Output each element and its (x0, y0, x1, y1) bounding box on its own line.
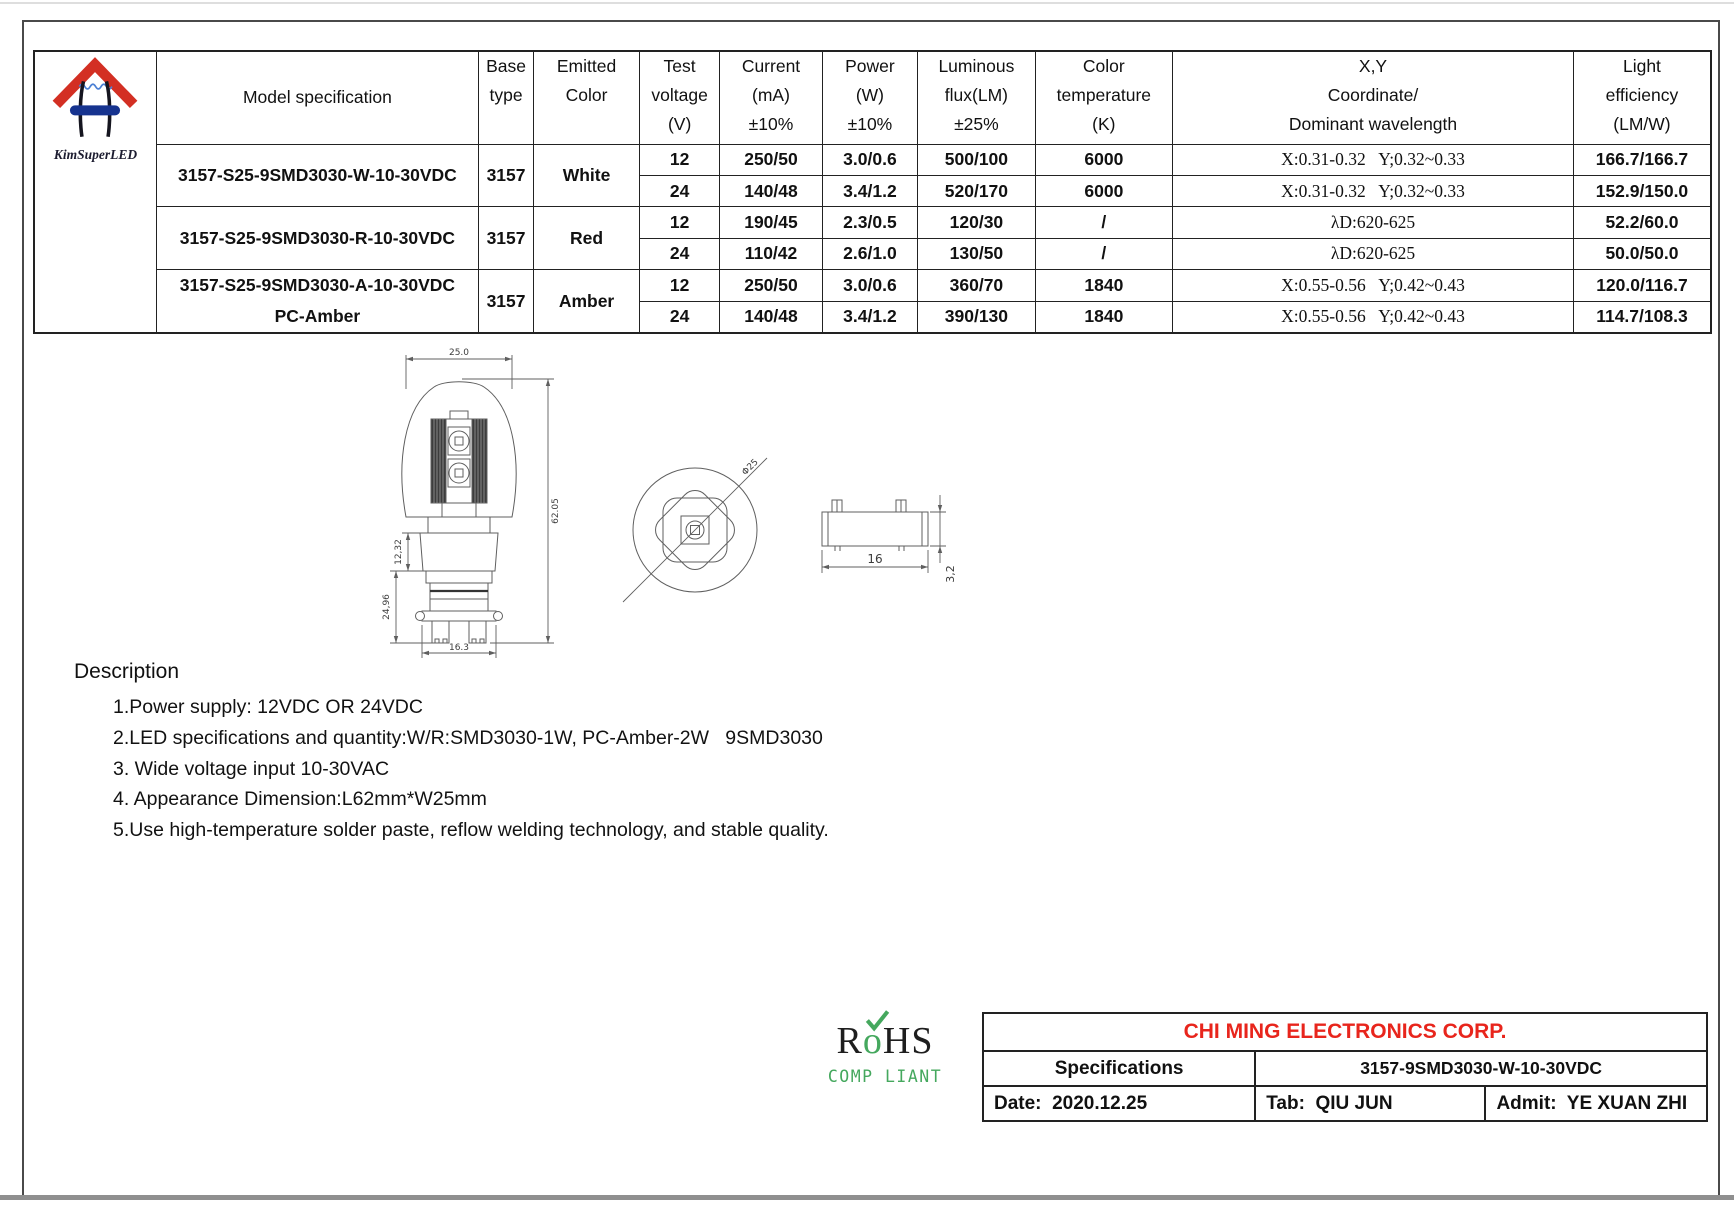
voltage-cell: 12 (639, 270, 719, 302)
dim-label-collar: 12,32 (394, 539, 404, 565)
spec-col-header-power: Power (W) ±10% (822, 51, 918, 144)
description-title: Description (74, 660, 180, 683)
rohs-title (837, 1022, 934, 1062)
xy-coordinate-cell: X:0.55-0.56 Y;0.42~0.43 (1173, 270, 1574, 302)
dim-label-pin-thickness: 3,2 (944, 565, 957, 583)
spec-col-header-flux: Luminous flux(LM) ±25% (918, 51, 1035, 144)
dim-label-base: 24,96 (382, 594, 392, 620)
xy-coordinate-cell: X:0.31-0.32 Y;0.32~0.33 (1173, 144, 1574, 175)
voltage-cell: 24 (639, 301, 719, 333)
company-name: CHI MING ELECTRONICS CORP. (983, 1013, 1707, 1051)
flux-cell: 500/100 (918, 144, 1035, 175)
spec-col-header-temp: Color temperature (K) (1035, 51, 1173, 144)
spec-table-body (34, 51, 1711, 333)
efficiency-cell: 52.2/60.0 (1573, 207, 1711, 238)
emitted-color-cell: Amber (534, 270, 640, 334)
date-field: Date: 2020.12.25 (983, 1086, 1255, 1121)
temp-cell: 1840 (1035, 301, 1173, 333)
temp-cell: 1840 (1035, 270, 1173, 302)
spec-col-header-color: Emitted Color (534, 51, 640, 144)
checkmark-icon (864, 1009, 891, 1032)
brand-logo-cell (34, 51, 156, 333)
flux-cell: 130/50 (918, 238, 1035, 269)
spec-row (34, 207, 1711, 238)
flux-cell: 390/130 (918, 301, 1035, 333)
spec-col-header-current: Current (mA) ±10% (720, 51, 822, 144)
model-cell: 3157-S25-9SMD3030-A-10-30VDC PC-Amber (156, 270, 478, 334)
power-cell: 3.0/0.6 (822, 144, 918, 175)
current-cell: 110/42 (720, 238, 822, 269)
efficiency-cell: 152.9/150.0 (1573, 175, 1711, 206)
efficiency-cell: 166.7/166.7 (1573, 144, 1711, 175)
dim-label-width: 25.0 (448, 348, 470, 358)
current-cell: 190/45 (720, 207, 822, 238)
power-cell: 3.4/1.2 (822, 175, 918, 206)
xy-coordinate-cell: X:0.31-0.32 Y;0.32~0.33 (1173, 175, 1574, 206)
spec-header-row (34, 51, 1711, 144)
power-cell: 2.3/0.5 (822, 207, 918, 238)
bulb-top-view-drawing (623, 458, 767, 602)
description-item-3: 3. Wide voltage input 10-30VAC (113, 757, 390, 780)
spec-col-header-xy: X,Y Coordinate/ Dominant wavelength (1173, 51, 1574, 144)
current-cell: 140/48 (720, 175, 822, 206)
voltage-cell: 24 (639, 238, 719, 269)
flux-cell: 360/70 (918, 270, 1035, 302)
description-section (74, 658, 829, 846)
temp-cell: / (1035, 207, 1173, 238)
rohs-compliant-text: COMP LIANT (827, 1066, 943, 1086)
voltage-cell: 24 (639, 175, 719, 206)
specifications-label: Specifications (983, 1051, 1255, 1086)
current-cell: 140/48 (720, 301, 822, 333)
rohs-letters-hs: HS (882, 1020, 934, 1062)
tab-field: Tab: QIU JUN (1255, 1086, 1485, 1121)
dim-label-bottom: 16.3 (448, 643, 470, 653)
base-type-cell: 3157 (478, 270, 533, 334)
current-cell: 250/50 (720, 144, 822, 175)
description-item-2: 2.LED specifications and quantity:W/R:SMD3030-1W, PC-Amber-2W 9SMD3030 (113, 726, 823, 749)
temp-cell: 6000 (1035, 175, 1173, 206)
model-cell: 3157-S25-9SMD3030-R-10-30VDC (156, 207, 478, 270)
spec-col-header-model: Model specification (156, 51, 478, 144)
spec-row (34, 270, 1711, 302)
emitted-color-cell: Red (534, 207, 640, 270)
spec-row (34, 144, 1711, 175)
voltage-cell: 12 (639, 207, 719, 238)
description-item-5: 5.Use high-temperature solder paste, reflow welding technology, and stable quality. (113, 819, 829, 842)
description-items (74, 692, 829, 846)
efficiency-cell: 114.7/108.3 (1573, 301, 1711, 333)
xy-coordinate-cell: λD:620-625 (1173, 238, 1574, 269)
dim-label-height: 62.05 (551, 498, 561, 524)
spec-table (33, 50, 1712, 334)
kimsuperled-logo (48, 52, 142, 140)
specification-model: 3157-9SMD3030-W-10-30VDC (1255, 1051, 1707, 1086)
power-cell: 2.6/1.0 (822, 238, 918, 269)
base-type-cell: 3157 (478, 144, 533, 207)
admit-field: Admit: YE XUAN ZHI (1485, 1086, 1707, 1121)
emitted-color-cell: White (534, 144, 640, 207)
power-cell: 3.0/0.6 (822, 270, 918, 302)
efficiency-cell: 50.0/50.0 (1573, 238, 1711, 269)
description-item-4: 4. Appearance Dimension:L62mm*W25mm (113, 788, 487, 811)
dim-label-pin-length: 16 (867, 552, 883, 566)
xy-coordinate-cell: X:0.55-0.56 Y;0.42~0.43 (1173, 301, 1574, 333)
spec-col-header-base: Base type (478, 51, 533, 144)
page-top-edge (0, 2, 1734, 4)
rohs-letter-o: o (862, 1020, 883, 1062)
voltage-cell: 12 (639, 144, 719, 175)
spec-col-header-eff: Light efficiency (LM/W) (1573, 51, 1711, 144)
page-bottom-edge (0, 1195, 1734, 1200)
spec-col-header-voltage: Test voltage (V) (639, 51, 719, 144)
description-item-1: 1.Power supply: 12VDC OR 24VDC (113, 696, 423, 718)
temp-cell: / (1035, 238, 1173, 269)
technical-drawings (378, 345, 958, 660)
xy-coordinate-cell: λD:620-625 (1173, 207, 1574, 238)
rohs-logo (800, 1022, 970, 1086)
base-type-cell: 3157 (478, 207, 533, 270)
rohs-letter-r: R (836, 1020, 863, 1062)
pin-detail-drawing (822, 495, 946, 573)
brand-name: KimSuperLED (53, 147, 138, 162)
flux-cell: 120/30 (918, 207, 1035, 238)
power-cell: 3.4/1.2 (822, 301, 918, 333)
model-cell: 3157-S25-9SMD3030-W-10-30VDC (156, 144, 478, 207)
current-cell: 250/50 (720, 270, 822, 302)
bulb-side-view-drawing (402, 382, 516, 643)
temp-cell: 6000 (1035, 144, 1173, 175)
efficiency-cell: 120.0/116.7 (1573, 270, 1711, 302)
flux-cell: 520/170 (918, 175, 1035, 206)
footer-title-block (982, 1012, 1708, 1122)
dim-label-diameter: Φ25 (740, 457, 761, 478)
